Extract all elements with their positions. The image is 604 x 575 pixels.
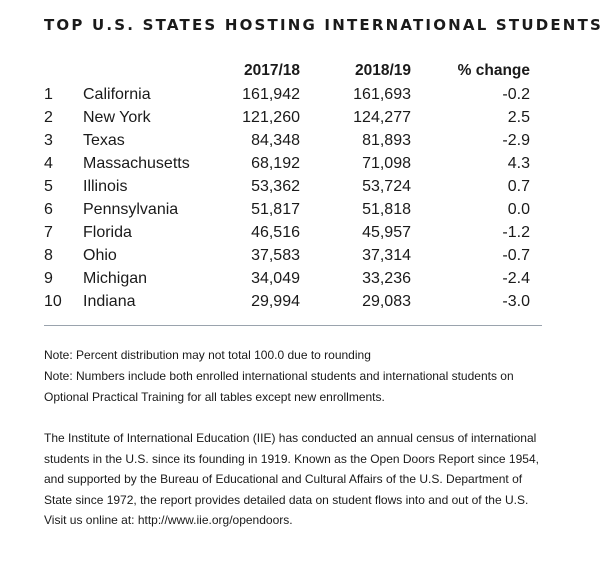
percent-change-cell: 0.0 [507,201,530,218]
header-year-2018-19: 2018/19 [354,62,411,79]
rank-cell: 7 [44,224,53,241]
state-cell: Illinois [83,178,128,195]
rank-cell: 3 [44,132,53,149]
rank-cell: 4 [44,155,53,172]
year-2017-18-cell: 121,260 [242,109,300,126]
year-2018-19-cell: 53,724 [362,178,411,195]
note-opt: Note: Numbers include both enrolled international students and international students on Optional Practical Training for all tables except new enrollments. [44,369,514,404]
about-text: The Institute of International Education (IIE) has conducted an annual census of international students in the U.S. since its founding in 1919. Known as the Open Doors Report since 1954, and supported by the Bureau of Educational and Cultural Affairs of the U.S. Department of State since 1972, the report provides detailed data on student flows into and out of the U.S. Visit us online at: http://www.iie.org/opendoors. [44,431,539,527]
year-2017-18-cell: 84,348 [251,132,300,149]
year-2017-18-cell: 29,994 [251,293,300,310]
year-2017-18-cell: 68,192 [251,155,300,172]
about-iie [44,428,544,531]
state-cell: Ohio [83,247,117,264]
year-2018-19-cell: 51,818 [362,201,411,218]
year-2018-19-cell: 124,277 [353,109,411,126]
header-year-2017-18: 2017/18 [243,62,300,79]
rank-cell: 8 [44,247,53,264]
year-2018-19-cell: 45,957 [362,224,411,241]
state-cell: California [83,86,151,103]
year-2017-18-cell: 37,583 [251,247,300,264]
percent-change-cell: -3.0 [502,293,530,310]
year-2017-18-cell: 161,942 [242,86,300,103]
state-cell: Indiana [83,293,136,310]
rank-cell: 5 [44,178,53,195]
year-2017-18-cell: 46,516 [251,224,300,241]
percent-change-cell: -2.9 [502,132,530,149]
year-2018-19-cell: 37,314 [362,247,411,264]
percent-change-cell: 4.3 [507,155,530,172]
percent-change-cell: -2.4 [502,270,530,287]
year-2018-19-cell: 161,693 [353,86,411,103]
table-row [44,132,544,155]
table-row [44,224,544,247]
header-percent-change: % change [457,62,530,79]
states-table [44,62,544,316]
year-2018-19-cell: 33,236 [362,270,411,287]
table-row [44,293,544,316]
table-row [44,178,544,201]
state-cell: Pennsylvania [83,201,179,218]
percent-change-cell: -1.2 [502,224,530,241]
table-row [44,109,544,132]
year-2017-18-cell: 53,362 [251,178,300,195]
state-cell: Massachusetts [83,155,190,172]
state-cell: Florida [83,224,132,241]
divider [44,325,542,326]
table-row [44,270,544,293]
rank-cell: 1 [44,86,53,103]
notes [44,345,554,408]
state-cell: New York [83,109,151,126]
year-2017-18-cell: 51,817 [251,201,300,218]
rank-cell: 2 [44,109,53,126]
percent-change-cell: -0.2 [502,86,530,103]
table-row [44,201,544,224]
rank-cell: 9 [44,270,53,287]
table-row [44,86,544,109]
rank-cell: 6 [44,201,53,218]
rank-cell: 10 [44,293,62,310]
year-2018-19-cell: 29,083 [362,293,411,310]
percent-change-cell: 2.5 [507,109,530,126]
state-cell: Texas [83,132,125,149]
table-row [44,247,544,270]
table-row [44,155,544,178]
percent-change-cell: 0.7 [507,178,530,195]
table-header-row [44,62,544,86]
state-cell: Michigan [83,270,148,287]
table-body [44,86,544,316]
year-2018-19-cell: 71,098 [362,155,411,172]
year-2018-19-cell: 81,893 [362,132,411,149]
note-rounding: Note: Percent distribution may not total 100.0 due to rounding [44,348,371,362]
percent-change-cell: -0.7 [502,247,530,264]
year-2017-18-cell: 34,049 [251,270,300,287]
page-title: TOP U.S. STATES HOSTING INTERNATIONAL STUDENTS [44,16,604,34]
